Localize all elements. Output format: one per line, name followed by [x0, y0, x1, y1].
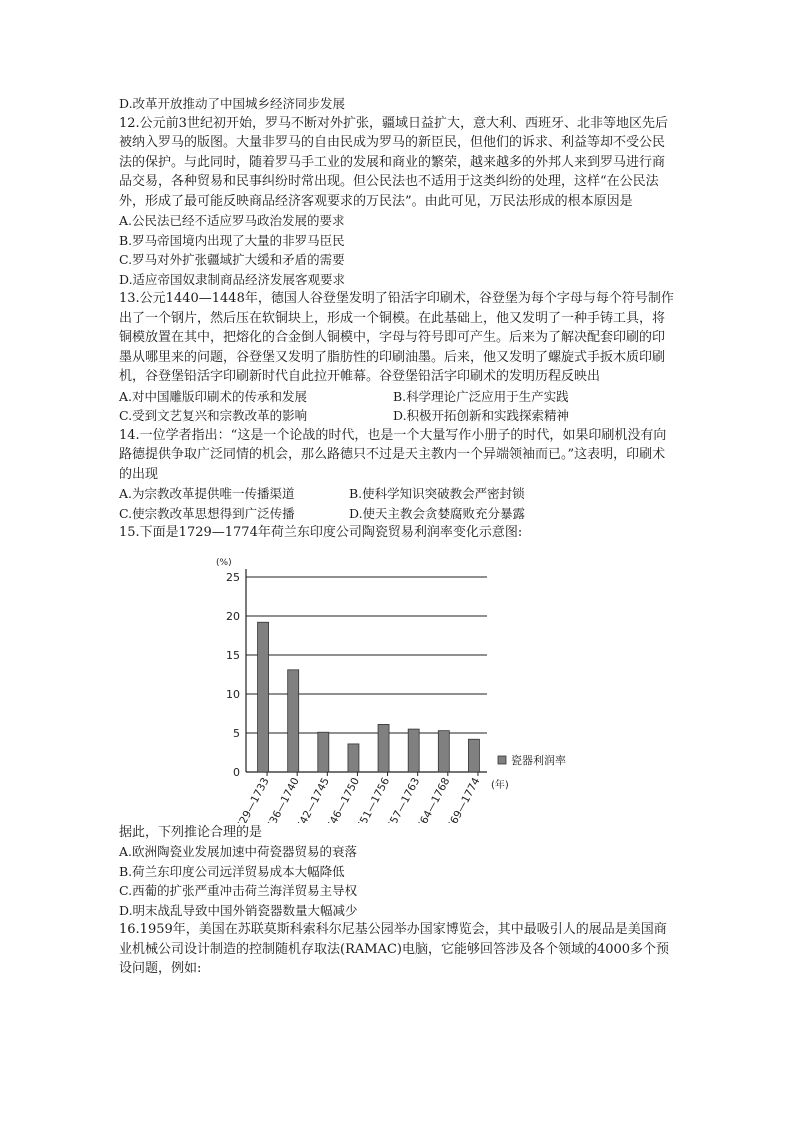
q15-option-c: C.西葡的扩张严重冲击荷兰海洋贸易主导权: [119, 883, 358, 898]
x-tick-label: 1757—1763: [381, 775, 423, 823]
q15-option-b: B.荷兰东印度公司远洋贸易成本大幅降低: [119, 863, 345, 879]
q14-stem: 14.一位学者指出：“这是一个论战的时代，也是一个大量写作小册子的时代，如果印刷机没有向路德提供争取广泛同情的机会，那么路德只不过是天主教内一个异端领袖而已。”这表明，印刷术的出现: [119, 427, 667, 482]
q15-chart: [119, 543, 675, 823]
x-tick-label: 1742—1745: [291, 775, 332, 823]
bar: [408, 729, 419, 772]
y-tick-label: 5: [233, 726, 240, 740]
bar: [468, 739, 479, 772]
exam-page: [119, 94, 675, 979]
bar: [348, 743, 359, 771]
q14-option-b: B.使科学知识突破教会严密封锁: [349, 486, 525, 501]
y-tick-label: 10: [226, 687, 240, 701]
q13-options-row-1: [119, 387, 675, 407]
q12-option-d: D.适应帝国奴隶制商品经济发展客观要求: [119, 271, 346, 287]
legend-swatch: [498, 756, 506, 764]
bar: [438, 730, 449, 771]
x-tick-label: 1729—1733: [231, 775, 272, 823]
q14-options-row-2: [119, 504, 675, 524]
bar: [318, 732, 329, 772]
q13-option-b: B.科学理论广泛应用于生产实践: [393, 388, 569, 404]
bar: [258, 622, 269, 772]
legend-label: 瓷器利润率: [511, 753, 566, 767]
q12-option-c: C.罗马对外扩张疆域扩大缓和矛盾的需要: [119, 252, 345, 267]
q13-option-c: C.受到文艺复兴和宗教改革的影响: [119, 408, 308, 423]
q13-option-d: D.积极开拓创新和实践探索精神: [393, 408, 570, 423]
q15-stem: 15.下面是1729—1774年荷兰东印度公司陶瓷贸易利润率变化示意图:: [119, 525, 523, 540]
q13-stem: 13.公元1440—1448年，德国人谷登堡发明了铅活字印刷术，谷登堡为每个字母与每个符号制作出了一个钢片，然后压在软铜块上，形成一个铜模。在此基础上，他又发明了一种手铸工具，将铜模放置在其中，把熔化的合金倒人铜模中，字母与符号即可产生。后来为了解决配套印刷的印墨从哪里来的问题，谷登堡又发明了脂肪性的印刷油墨。后来，他又发明了螺旋式手扳木质印刷机，谷登堡铅活字印刷新时代自此拉开帷幕。谷登堡铅活字印刷术的发明历程反映出: [119, 291, 674, 384]
q15-after: 据此，下列推论合理的是: [119, 824, 263, 840]
bar: [288, 669, 299, 771]
y-axis-label: (%): [216, 557, 232, 568]
q12-option-a: A.公民法已经不适应罗马政治发展的要求: [119, 213, 345, 228]
q13-options-row-2: [119, 406, 675, 426]
q13-option-a: A.对中国雕版印刷术的传承和发展: [119, 388, 308, 404]
q15-option-d: D.明末战乱导致中国外销瓷器数量大幅减少: [119, 902, 358, 918]
x-tick-label: 1736—1740: [261, 775, 302, 823]
x-axis-label: (年): [491, 779, 509, 791]
x-tick-label: 1746—1750: [321, 775, 363, 823]
q14-option-a: A.为宗教改革提供唯一传播渠道: [119, 486, 295, 501]
y-tick-label: 25: [226, 570, 240, 584]
y-tick-label: 20: [226, 609, 240, 623]
bar: [378, 724, 389, 772]
y-tick-label: 0: [233, 765, 240, 779]
bar-chart: [119, 543, 675, 823]
y-tick-label: 15: [226, 648, 240, 662]
q11-option-d: D.改革开放推动了中国城乡经济同步发展: [119, 96, 346, 111]
q14-options-row-1: [119, 484, 675, 504]
x-tick-label: 1764—1768: [411, 775, 453, 823]
x-tick-label: 1769—1774: [441, 775, 483, 823]
q14-option-d: D.使天主教会贪婪腐败充分暴露: [349, 505, 526, 521]
q12-stem: 12.公元前3世纪初开始，罗马不断对外扩张，疆域日益扩大，意大利、西班牙、北非等地区先后被纳入罗马的版图。大量非罗马的自由民成为罗马的新臣民，但他们的诉求、利益等却不受公民法的保护。与此同时，随着罗马手工业的发展和商业的繁荣，越来越多的外邦人来到罗马进行商品交易，各种贸易和民事纠纷时常出现。但公民法也不适用于这类纠纷的处理，这样“在公民法外，形成了最可能反映商品经济客观要求的万民法”。由此可见，万民法形成的根本原因是: [119, 115, 668, 209]
q14-option-c: C.使宗教改革思想得到广泛传播: [119, 505, 295, 521]
x-tick-label: 1751—1756: [351, 775, 393, 823]
q12-option-b: B.罗马帝国境内出现了大量的非罗马臣民: [119, 232, 345, 248]
q15-option-a: A.欧洲陶瓷业发展加速中荷瓷器贸易的衰落: [119, 844, 358, 859]
q16-stem: 16.1959年，美国在苏联莫斯科索科尔尼基公园举办国家博览会，其中最吸引人的展品是美国商业机械公司设计制造的控制随机存取法(RAMAC)电脑，它能够回答涉及各个领域的4000多个预设问题，例如:: [119, 922, 670, 976]
